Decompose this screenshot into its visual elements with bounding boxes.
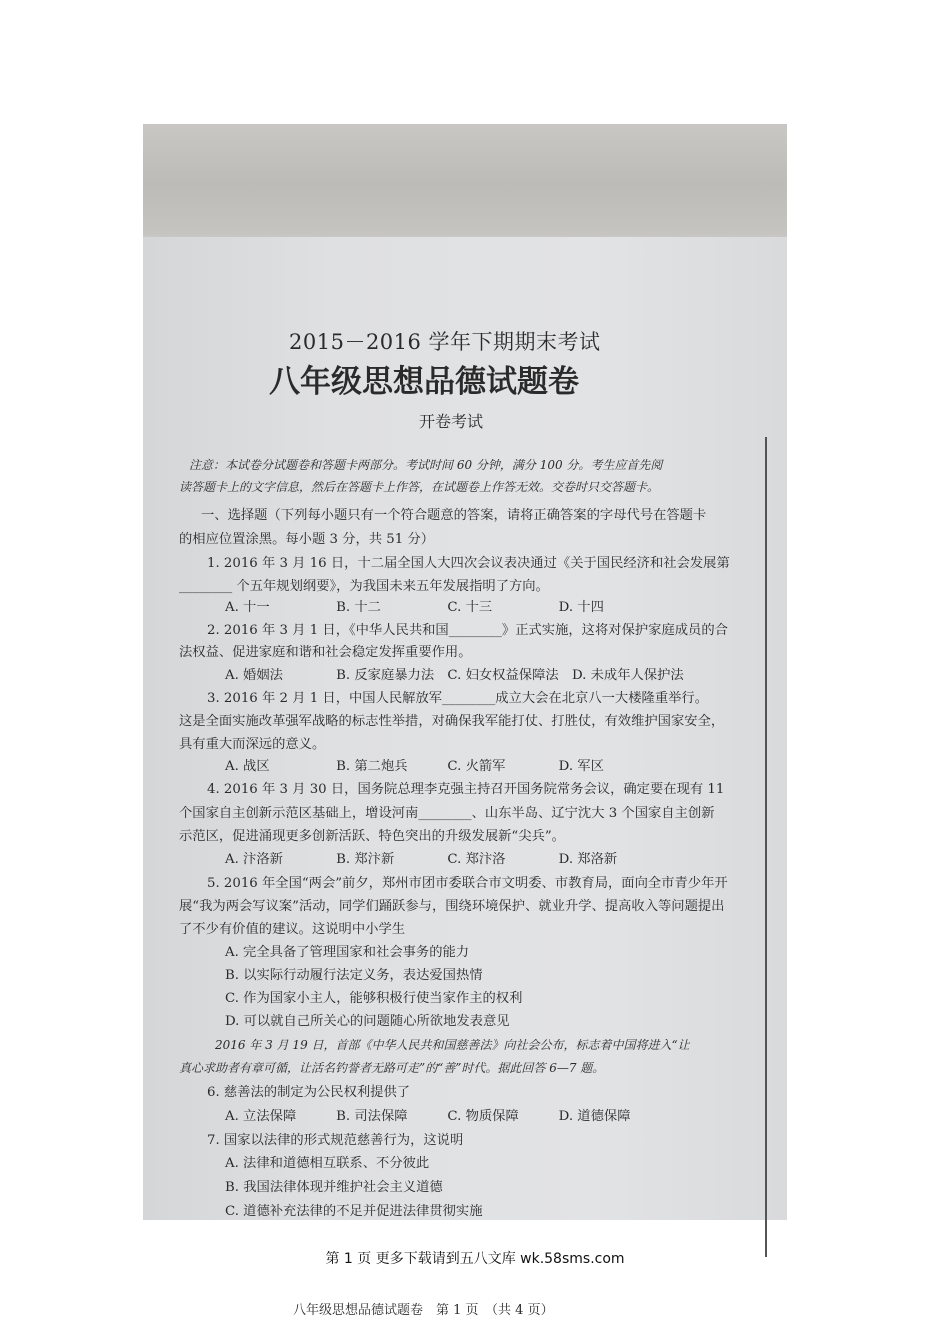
- question-line: 这是全面实施改革强军战略的标志性举措，对确保我军能打仗、打胜仗，有效维护国家安全，: [179, 714, 725, 729]
- question-option: A. 立法保障 B. 司法保障 C. 物质保障 D. 道德保障: [225, 1109, 631, 1124]
- question-line: 5. 2016 年全国“两会”前夕，郑州市团市委联合市文明委、市教育局，面向全市青少年开: [207, 876, 728, 891]
- question-option: C. 作为国家小主人，能够积极行使当家作主的权利: [225, 991, 523, 1006]
- notice-line-2: 读答题卡上的文字信息，然后在答题卡上作答，在试题卷上作答无效。交卷时只交答题卡。: [179, 480, 660, 494]
- question-line: 展“我为两会写议案”活动，同学们踊跃参与，围绕环境保护、就业升学、提高收入等问题提出: [179, 899, 725, 914]
- exam-page-footer: 八年级思想品德试题卷 第 1 页 （共 4 页）: [293, 1303, 554, 1318]
- section1-line-1: 一、选择题（下列每小题只有一个符合题意的答案，请将正确答案的字母代号在答题卡: [201, 508, 707, 523]
- question-line: ________ 个五年规划纲要》，为我国未来五年发展指明了方向。: [179, 579, 549, 594]
- exam-subtitle: 开卷考试: [419, 412, 484, 431]
- question-option: A. 汴洛新 B. 郑汴新 C. 郑汴洛 D. 郑洛新: [225, 852, 618, 867]
- question-option: A. 战区 B. 第二炮兵 C. 火箭军 D. 军区: [225, 759, 604, 774]
- question-line: 2. 2016 年 3 月 1 日，《中华人民共和国________》正式实施，这将对保护家庭成员的合: [207, 623, 728, 638]
- question-option: A. 婚姻法 B. 反家庭暴力法 C. 妇女权益保障法 D. 未成年人保护法: [225, 668, 684, 683]
- question-option: D. 可以就自己所关心的问题随心所欲地发表意见: [225, 1014, 510, 1029]
- question-line: 7. 国家以法律的形式规范慈善行为，这说明: [207, 1133, 464, 1148]
- question-option: C. 道德补充法律的不足并促进法律贯彻实施: [225, 1204, 483, 1219]
- question-option: A. 法律和道德相互联系、不分彼此: [225, 1156, 430, 1171]
- question-line: 个国家自主创新示范区基础上，增设河南________、山东半岛、辽宁沈大 3 个国家自主创新: [179, 806, 715, 821]
- document-footer: 第 1 页 更多下载请到五八文库 wk.58sms.com: [325, 1251, 625, 1267]
- question-line: 4. 2016 年 3 月 30 日，国务院总理李克强主持召开国务院常务会议，确定要在现有 11: [207, 782, 725, 797]
- question-line: 1. 2016 年 3 月 16 日，十二届全国人大四次会议表决通过《关于国民经济和社会发展第: [207, 556, 730, 571]
- exam-title-year: 2015－2016 学年下期期末考试: [289, 330, 601, 354]
- question-line: 6. 慈善法的制定为公民权利提供了: [207, 1085, 411, 1100]
- paper-fold-edge: [765, 437, 767, 1257]
- question-line: 了不少有价值的建议。这说明中小学生: [179, 922, 406, 937]
- question-option: A. 十一 B. 十二 C. 十三 D. 十四: [225, 600, 604, 615]
- question-line: 法权益、促进家庭和谐和社会稳定发挥重要作用。: [179, 645, 472, 660]
- notice-line-1: 注意：本试卷分试题卷和答题卡两部分。考试时间 60 分钟，满分 100 分。考生应首先阅: [189, 458, 663, 472]
- material-line: 真心求助者有章可循，让活名钓誉者无路可走”的“善”时代。据此回答 6—7 题。: [179, 1061, 605, 1075]
- section1-line-2: 的相应位置涂黑。每小题 3 分，共 51 分）: [179, 532, 435, 547]
- exam-title-main: 八年级思想品德试题卷: [269, 364, 579, 400]
- question-line: 3. 2016 年 2 月 1 日，中国人民解放军________成立大会在北京八一大楼隆重举行。: [207, 691, 709, 706]
- question-line: 示范区，促进涌现更多创新活跃、特色突出的升级发展新“尖兵”。: [179, 829, 565, 844]
- question-option: A. 完全具备了管理国家和社会事务的能力: [225, 945, 470, 960]
- question-line: 具有重大而深远的意义。: [179, 737, 326, 752]
- question-option: B. 我国法律体现并维护社会主义道德: [225, 1180, 443, 1195]
- material-line: 2016 年 3 月 19 日，首部《中华人民共和国慈善法》向社会公布，标志着中国将进入“让: [215, 1038, 690, 1052]
- question-option: B. 以实际行动履行法定义务，表达爱国热情: [225, 968, 483, 983]
